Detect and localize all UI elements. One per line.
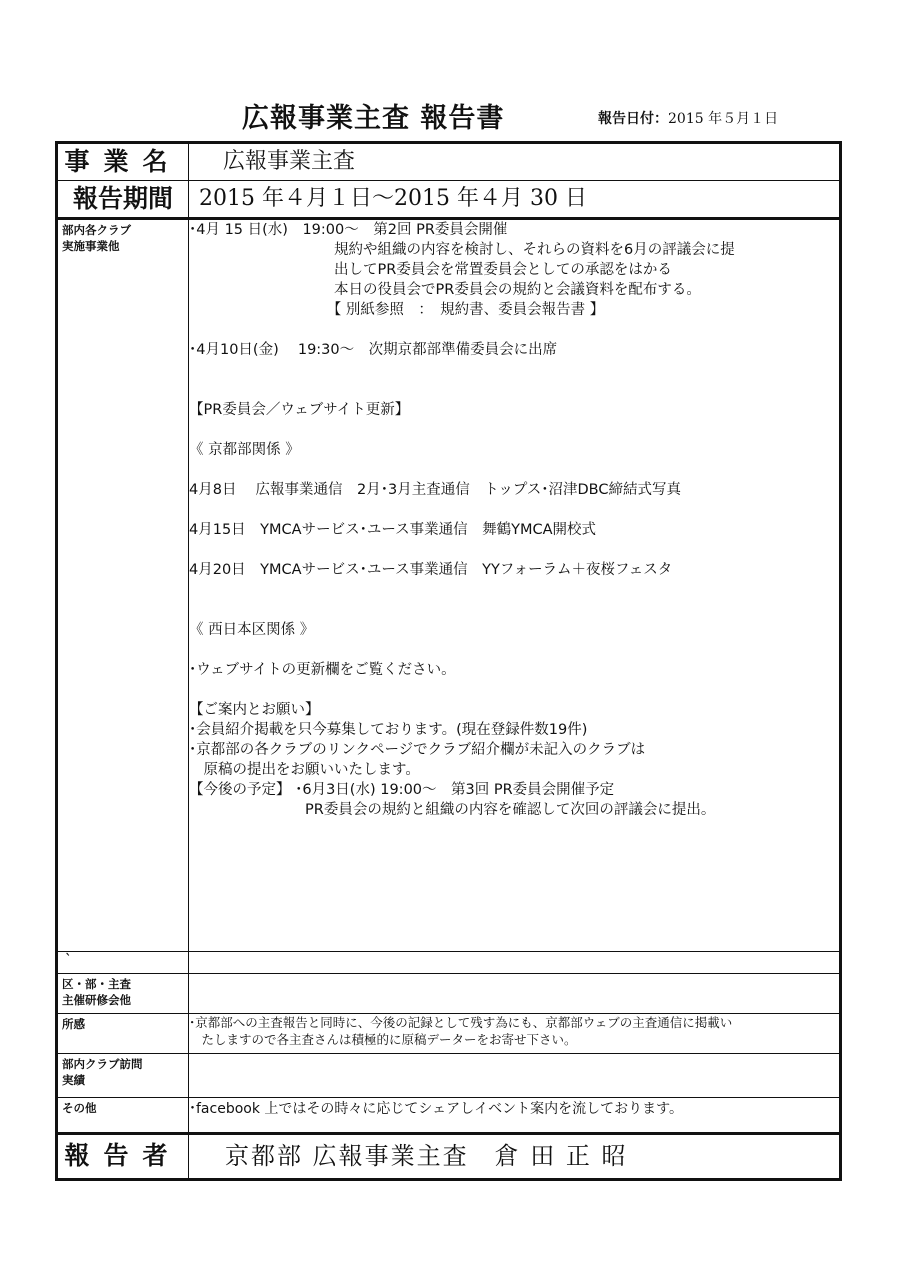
- club-visits-value-cell: [189, 1054, 841, 1098]
- reporter-label-cell: [57, 1134, 189, 1180]
- activity-line: [189, 460, 839, 480]
- impressions-label-cell: [57, 1014, 189, 1054]
- blank-row: [57, 952, 841, 974]
- other-value: ･facebook 上ではその時々に応じてシェアしイベント案内を流しております。: [189, 1098, 841, 1134]
- report-date-value: 2015 年５月１日: [668, 111, 779, 127]
- report-date: [598, 108, 778, 128]
- activity-line: PR委員会の規約と組織の内容を確認して次回の評議会に提出。: [189, 802, 716, 818]
- activities-label: 部内各クラブ 実施事業他: [62, 223, 131, 253]
- project-label-cell: [57, 143, 189, 181]
- period-label-cell: [57, 181, 189, 219]
- period-value-cell: [189, 181, 841, 219]
- reporter-row: [57, 1134, 841, 1180]
- impressions-label: 所感: [62, 1017, 85, 1031]
- reporter-value-cell: [189, 1134, 841, 1180]
- activity-line: 《 京都部関係 》: [189, 442, 300, 458]
- activities-body: [189, 219, 841, 952]
- activity-line: ･4月 15 日(水) 19:00～ 第2回 PR委員会開催: [189, 222, 508, 238]
- impressions-line: たしますので各主査さんは積極的に原稿データーをお寄せ下さい。: [189, 1032, 577, 1047]
- impressions-row: [57, 1014, 841, 1054]
- activity-line: 出してPR委員会を常置委員会としての承認をはかる: [189, 262, 672, 278]
- other-row: [57, 1098, 841, 1134]
- project-label: 事業名: [64, 147, 182, 176]
- activity-line: [189, 680, 839, 700]
- training-label-cell: [57, 974, 189, 1014]
- activity-line: 《 西日本区関係 》: [189, 622, 315, 638]
- activity-line: ･4月10日(金) 19:30～ 次期京都部準備委員会に出席: [189, 342, 558, 358]
- club-visits-row: [57, 1054, 841, 1098]
- other-label: その他: [62, 1101, 97, 1115]
- activity-line: [189, 380, 839, 400]
- activity-line: [189, 420, 839, 440]
- training-label: 区・部・主査 主催研修会他: [62, 977, 131, 1007]
- activity-line: ･会員紹介掲載を只今募集しております。(現在登録件数19件): [189, 722, 588, 738]
- activity-line: [189, 640, 839, 660]
- report-table: [55, 141, 842, 1181]
- activity-line: [189, 360, 839, 380]
- activity-line: ･京都部の各クラブのリンクページでクラブ紹介欄が未記入のクラブは: [189, 742, 646, 758]
- activity-line: 【 別紙参照 ： 規約書、委員会報告書 】: [189, 302, 605, 318]
- activities-label-cell: [57, 219, 189, 952]
- activity-line: [189, 320, 839, 340]
- blank-label-cell: [57, 952, 189, 974]
- activity-line: 4月20日 YMCAサービス･ユース事業通信 YYフォーラム＋夜桜フェスタ: [189, 562, 673, 578]
- activity-line: 【ご案内とお願い】: [189, 702, 320, 718]
- activity-line: 4月8日 広報事業通信 2月･3月主査通信 トップス･沼津DBC締結式写真: [189, 482, 681, 498]
- activity-line: [189, 500, 839, 520]
- activity-line: ･ウェブサイトの更新欄をご覧ください。: [189, 662, 456, 678]
- project-value-cell: [189, 143, 841, 181]
- project-value: 広報事業主査: [223, 149, 356, 174]
- activity-line: 本日の役員会でPR委員会の規約と会議資料を配布する。: [189, 282, 701, 298]
- period-label: 報告期間: [72, 184, 173, 213]
- activity-line: 【PR委員会／ウェブサイト更新】: [189, 402, 410, 418]
- activities-row: [57, 219, 841, 952]
- activity-line: 原稿の提出をお願いいたします。: [189, 762, 420, 778]
- activity-line: [189, 580, 839, 600]
- reporter-value: 京都部 広報事業主査 倉 田 正 昭: [225, 1142, 628, 1170]
- club-visits-label: 部内クラブ訪問 実績: [62, 1057, 143, 1087]
- other-label-cell: [57, 1098, 189, 1134]
- activity-line: [189, 600, 839, 620]
- club-visits-label-cell: [57, 1054, 189, 1098]
- training-row: [57, 974, 841, 1014]
- activity-line: 規約や組織の内容を検討し、それらの資料を6月の評議会に提: [189, 242, 735, 258]
- impressions-body: [189, 1014, 841, 1054]
- impressions-line: ･京都部への主査報告と同時に、今後の記録として残す為にも、京都部ウェブの主査通信に掲載い: [189, 1015, 733, 1030]
- blank-mark: ｀: [62, 952, 74, 966]
- activity-line: [189, 540, 839, 560]
- reporter-label: 報告者: [64, 1141, 182, 1170]
- training-value-cell: [189, 974, 841, 1014]
- project-row: [57, 143, 841, 181]
- period-value: 2015 年４月１日～2015 年４月 30 日: [199, 186, 587, 211]
- activity-line: 4月15日 YMCAサービス･ユース事業通信 舞鶴YMCA開校式: [189, 522, 597, 538]
- blank-value-cell: [189, 952, 841, 974]
- report-date-label: 報告日付：: [598, 111, 668, 127]
- page-title: 広報事業主査 報告書: [242, 103, 505, 134]
- activity-line: 【今後の予定】 ･6月3日(水) 19:00～ 第3回 PR委員会開催予定: [189, 782, 615, 798]
- period-row: [57, 181, 841, 219]
